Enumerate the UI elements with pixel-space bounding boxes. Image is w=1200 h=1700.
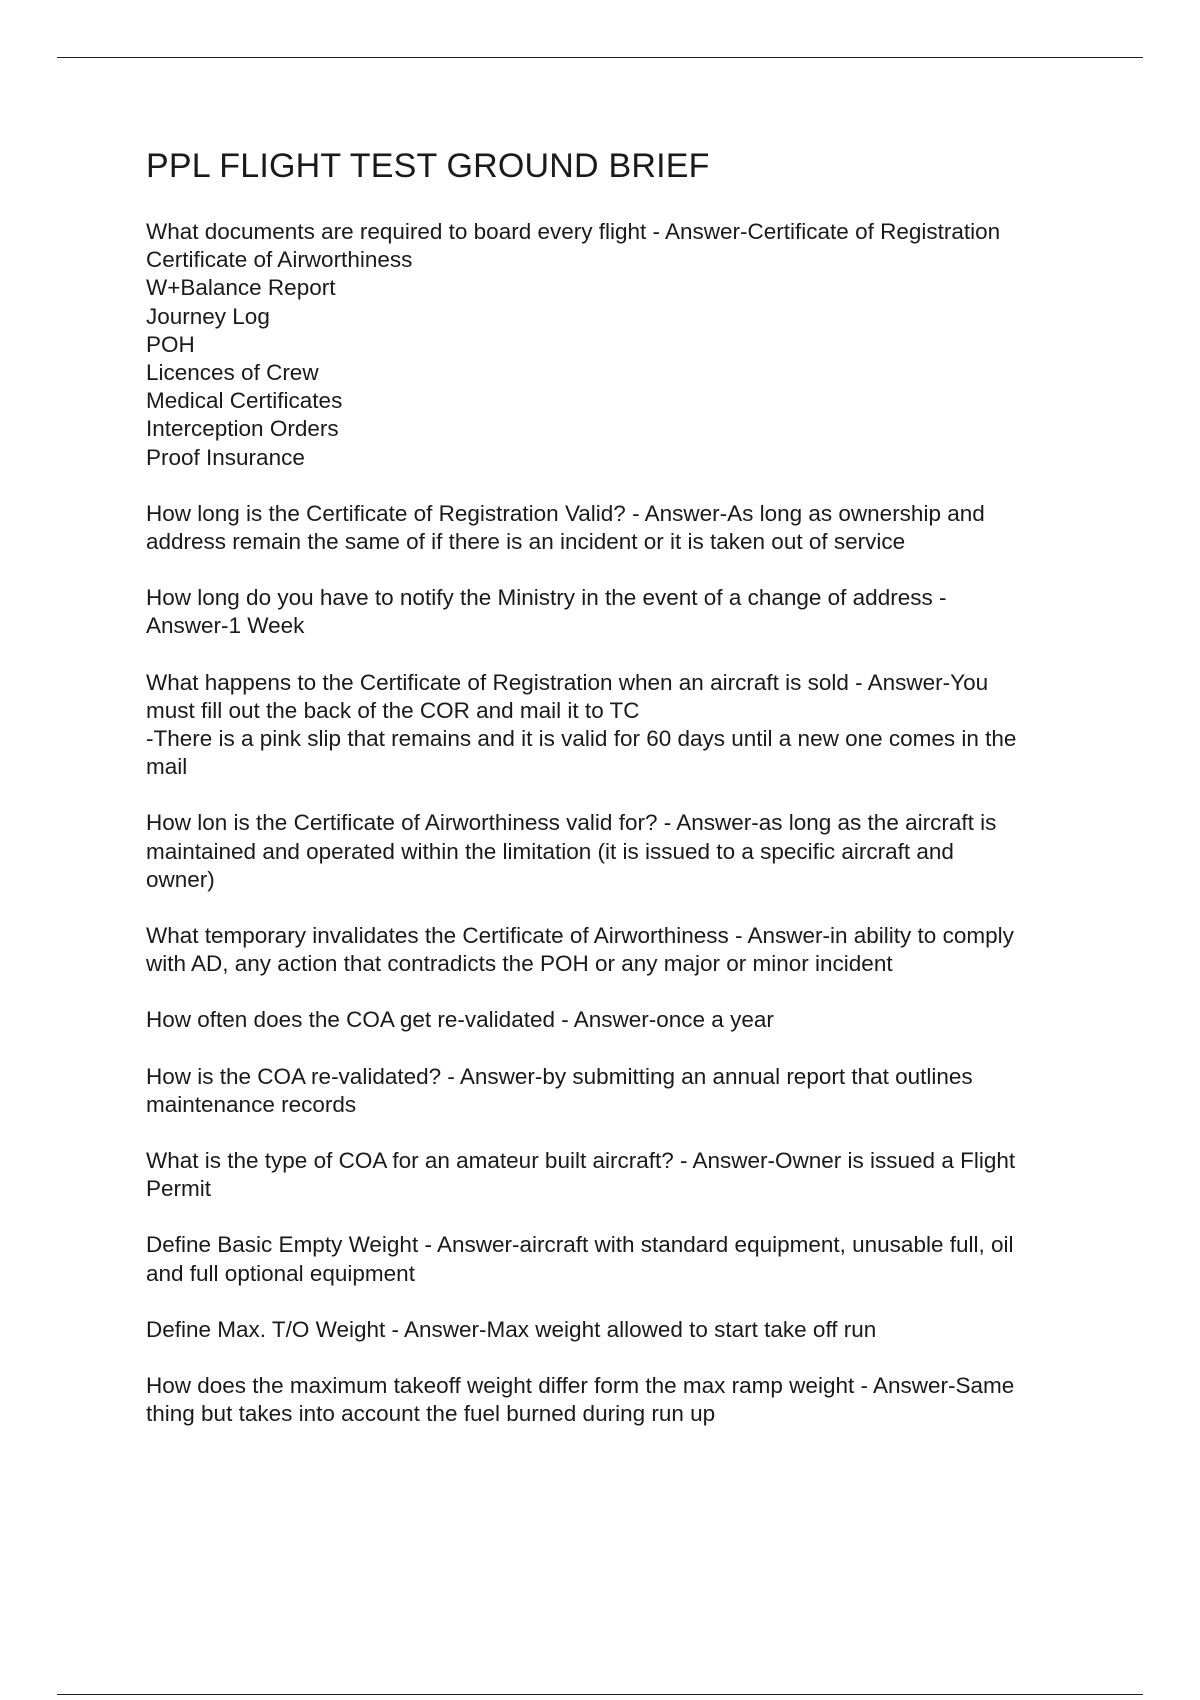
qa-entry xyxy=(146,1316,1096,1344)
qa-line: Journey Log xyxy=(146,303,270,329)
qa-line: What is the type of COA for an amateur built aircraft? - Answer-Owner is issued a Flight xyxy=(146,1148,1016,1174)
qa-entry xyxy=(146,584,1096,640)
qa-line: Licences of Crew xyxy=(146,360,319,386)
bottom-divider xyxy=(57,1694,1143,1695)
top-divider xyxy=(57,57,1143,58)
qa-list xyxy=(146,218,1096,1429)
qa-line: What happens to the Certificate of Registration when an aircraft is sold - Answer-You xyxy=(146,669,989,695)
qa-line: Certificate of Airworthiness xyxy=(146,247,413,273)
qa-entry xyxy=(146,922,1096,978)
qa-entry xyxy=(146,1231,1096,1287)
qa-entry xyxy=(146,1147,1096,1203)
qa-line: How does the maximum takeoff weight differ form the max ramp weight - Answer-Same xyxy=(146,1373,1015,1399)
qa-line: Proof Insurance xyxy=(146,444,305,470)
qa-line: What documents are required to board every flight - Answer-Certificate of Registration xyxy=(146,219,1001,244)
qa-entry xyxy=(146,500,1096,556)
qa-entry xyxy=(146,1372,1096,1428)
qa-line: Interception Orders xyxy=(146,416,339,442)
qa-line: maintained and operated within the limitation (it is issued to a specific aircraft and xyxy=(146,838,954,864)
qa-line: W+Balance Report xyxy=(146,275,336,301)
qa-line: How long do you have to notify the Ministry in the event of a change of address - xyxy=(146,585,947,611)
qa-entry xyxy=(146,1006,1096,1034)
qa-line: mail xyxy=(146,754,188,780)
qa-line: What temporary invalidates the Certificate of Airworthiness - Answer-in ability to comply xyxy=(146,923,1014,949)
qa-line: Define Basic Empty Weight - Answer-aircraft with standard equipment, unusable full, oil xyxy=(146,1232,1014,1258)
qa-line: and full optional equipment xyxy=(146,1260,415,1286)
document-body xyxy=(146,144,1096,1457)
qa-line: Define Max. T/O Weight - Answer-Max weight allowed to start take off run xyxy=(146,1316,877,1342)
qa-line: Medical Certificates xyxy=(146,388,343,414)
qa-line: maintenance records xyxy=(146,1091,357,1117)
qa-line: with AD, any action that contradicts the POH or any major or minor incident xyxy=(146,951,893,977)
qa-line: How lon is the Certificate of Airworthiness valid for? - Answer-as long as the aircraft is xyxy=(146,810,997,836)
qa-line: address remain the same of if there is an incident or it is taken out of service xyxy=(146,529,906,555)
qa-entry xyxy=(146,669,1096,782)
qa-entry xyxy=(146,218,1096,472)
qa-line: must fill out the back of the COR and mail it to TC xyxy=(146,697,640,723)
qa-line: How often does the COA get re-validated - Answer-once a year xyxy=(146,1007,774,1033)
qa-line: -There is a pink slip that remains and it is valid for 60 days until a new one comes in the xyxy=(146,726,1017,752)
qa-entry xyxy=(146,1063,1096,1119)
page-title: PPL FLIGHT TEST GROUND BRIEF xyxy=(146,147,710,185)
qa-line: thing but takes into account the fuel burned during run up xyxy=(146,1401,716,1427)
qa-line: How long is the Certificate of Registration Valid? - Answer-As long as ownership and xyxy=(146,500,985,526)
qa-entry xyxy=(146,809,1096,894)
qa-line: Answer-1 Week xyxy=(146,613,305,639)
qa-line: POH xyxy=(146,331,195,357)
qa-line: owner) xyxy=(146,866,215,892)
qa-line: How is the COA re-validated? - Answer-by submitting an annual report that outlines xyxy=(146,1063,973,1089)
qa-line: Permit xyxy=(146,1176,212,1202)
